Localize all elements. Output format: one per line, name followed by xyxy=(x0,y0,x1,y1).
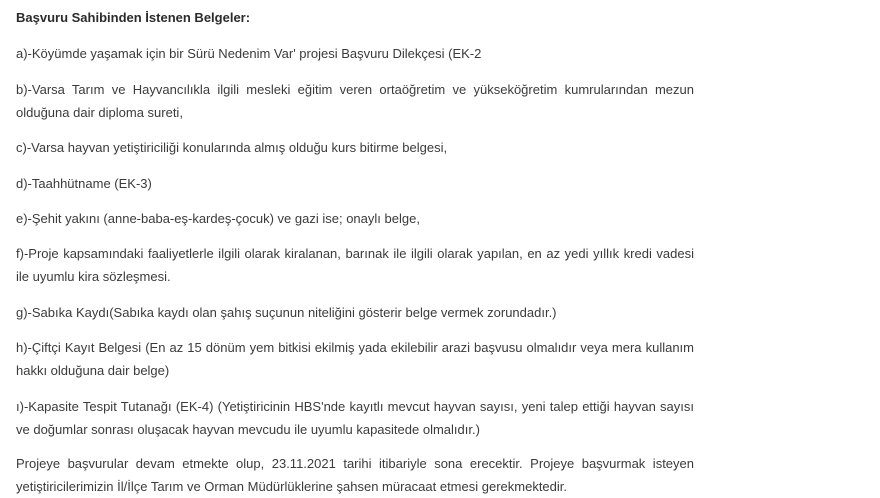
requirement-item-c: c)-Varsa hayvan yetiştiriciliği konularında almış olduğu kurs bitirme belgesi, xyxy=(16,140,448,155)
closing-paragraph: Projeye başvurular devam etmekte olup, 23.11.2021 tarihi itibariyle sona erecektir. Projeye başvurmak isteyen yetiştiricilerimizin İl/İlçe Tarım ve Orman Müdürlüklerine şahsen müracaat etmesi gerekmektedir. xyxy=(16,456,694,494)
requirement-item-g: g)-Sabıka Kaydı(Sabıka kaydı olan şahış suçunun niteliğini gösterir belge vermek zorundadır.) xyxy=(16,305,557,320)
requirement-item-f: f)-Proje kapsamındaki faaliyetlerle ilgili olarak kiralanan, barınak ile ilgili olarak yapılan, en az yedi yıllık kredi vadesi ile uyumlu kira sözleşmesi. xyxy=(16,246,694,284)
requirement-item-i: ı)-Kapasite Tespit Tutanağı (EK-4) (Yetiştiricinin HBS'nde kayıtlı mevcut hayvan sayısı, yeni talep ettiği hayvan sayısı ve doğumlar sonrası oluşacak hayvan mevcudu ile uyumlu kapasitede olmalıdır.) xyxy=(16,399,694,437)
requirement-item-a: a)-Köyümde yaşamak için bir Sürü Nedenim Var' projesi Başvuru Dilekçesi (EK-2 xyxy=(16,46,482,61)
requirement-item-d: d)-Taahhütname (EK-3) xyxy=(16,176,152,191)
requirement-item-e: e)-Şehit yakını (anne-baba-eş-kardeş-çocuk) ve gazi ise; onaylı belge, xyxy=(16,211,420,226)
requirement-item-b: b)-Varsa Tarım ve Hayvancılıkla ilgili mesleki eğitim veren ortaöğretim ve yükseköğretim kumrularından mezun olduğuna dair diploma sureti, xyxy=(16,82,694,120)
section-heading: Başvuru Sahibinden İstenen Belgeler: xyxy=(16,10,251,25)
requirement-item-h: h)-Çiftçi Kayıt Belgesi (En az 15 dönüm yem bitkisi ekilmiş yada ekilebilir arazi başvusu olmalıdır veya mera kullanım hakkı olduğuna dair belge) xyxy=(16,340,694,378)
